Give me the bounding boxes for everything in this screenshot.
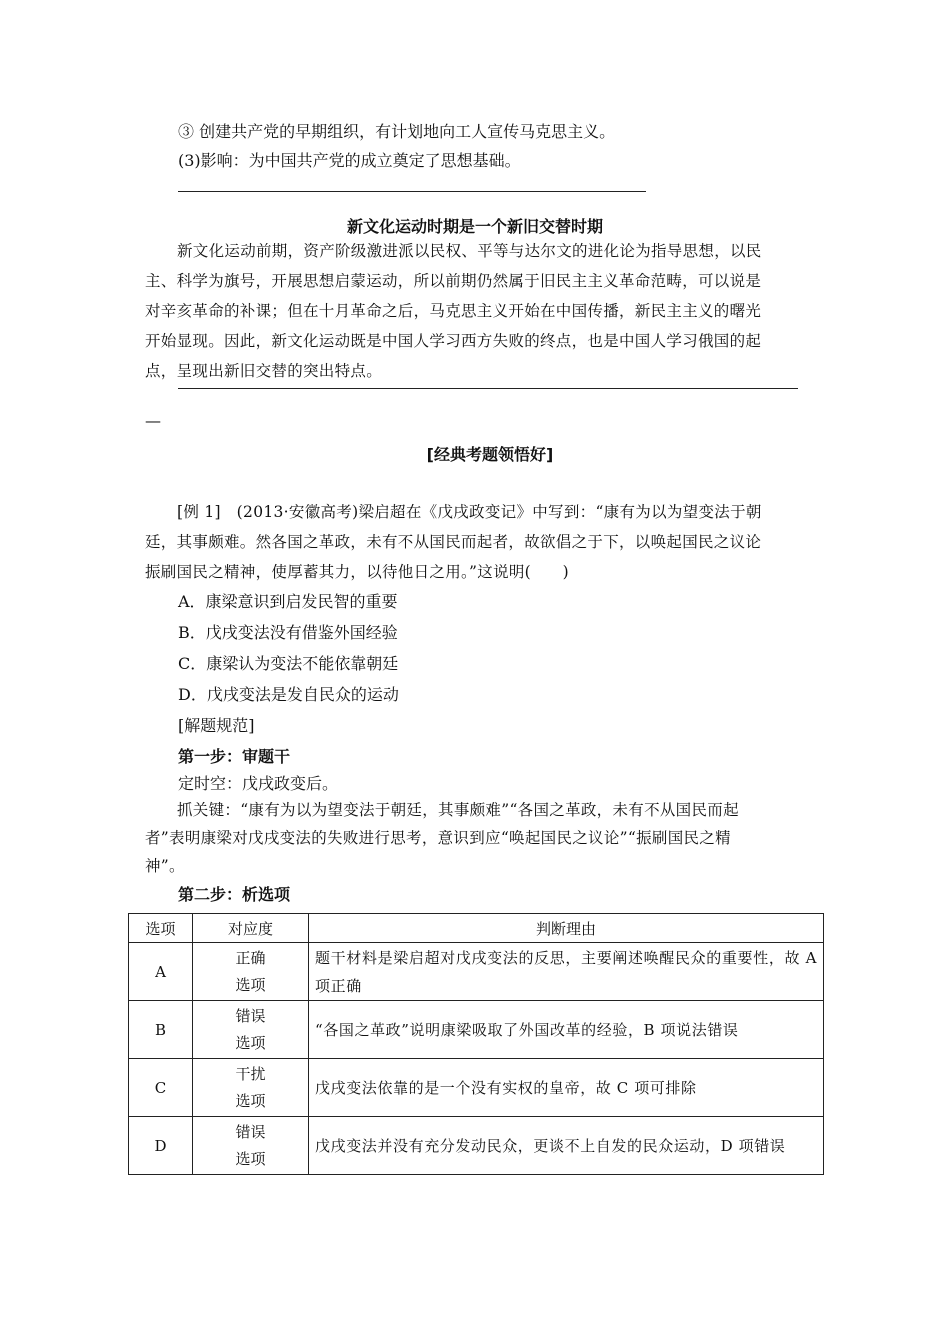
box-line-5: 点，呈现出新旧交替的突出特点。 xyxy=(145,362,383,380)
box-line-4: 开始显现。因此，新文化运动既是中国人学习西方失败的终点，也是中国人学习俄国的起 xyxy=(145,332,762,350)
box-paragraph xyxy=(145,236,805,386)
option-d: D．戊戌变法是发自民众的运动 xyxy=(178,685,399,704)
effect-text: (3)影响：为中国共产党的成立奠定了思想基础。 xyxy=(178,151,521,170)
degree-line-1: 正确 xyxy=(235,948,266,967)
table-row xyxy=(129,1117,824,1175)
degree-line-1: 错误 xyxy=(235,1122,266,1141)
row-degree xyxy=(193,943,309,1001)
section-title: [经典考题领悟好] xyxy=(426,445,554,464)
step-1-heading: 第一步：审题干 xyxy=(178,747,291,766)
key-line-2: 者”表明康梁对戊戌变法的失败进行思考，意识到应“唤起国民之议论”“振刷国民之精 xyxy=(145,829,731,847)
header-degree: 对应度 xyxy=(193,914,309,943)
key-line-1: 抓关键：“康有为以为望变法于朝廷，其事颇难”“各国之革政，未有不从国民而起 xyxy=(177,801,739,819)
row-option: B xyxy=(129,1001,193,1059)
example-line-1: [例 1] (2013·安徽高考)梁启超在《戊戌政变记》中写到：“康有为以为望变法于朝 xyxy=(177,503,762,521)
degree-line-2: 选项 xyxy=(235,1149,266,1168)
table-row xyxy=(129,943,824,1001)
degree-line-1: 干扰 xyxy=(235,1064,266,1083)
row-option: D xyxy=(129,1117,193,1175)
example-line-2: 廷，其事颇难。然各国之革政，未有不从国民而起者，故欲倡之于下，以唤起国民之议论 xyxy=(145,533,762,551)
box-tail-dash: — xyxy=(145,411,161,430)
table-header-row xyxy=(129,914,824,943)
row-reason: 题干材料是梁启超对戊戌变法的反思，主要阐述唤醒民众的重要性，故 A 项正确 xyxy=(309,943,824,1001)
item-3-text: ③ 创建共产党的早期组织，有计划地向工人宣传马克思主义。 xyxy=(178,122,616,141)
degree-line-2: 选项 xyxy=(235,1091,266,1110)
step-2-heading: 第二步：析选项 xyxy=(178,885,291,904)
header-option: 选项 xyxy=(129,914,193,943)
time-space-text: 定时空：戊戌政变后。 xyxy=(178,774,339,793)
analysis-table xyxy=(128,913,824,1175)
option-c: C．康梁认为变法不能依靠朝廷 xyxy=(178,654,399,673)
option-a: A．康梁意识到启发民智的重要 xyxy=(178,592,398,611)
degree-line-2: 选项 xyxy=(235,1033,266,1052)
box-line-2: 主、科学为旗号，开展思想启蒙运动，所以前期仍然属于旧民主主义革命范畴，可以说是 xyxy=(145,272,762,290)
row-reason: 戊戌变法并没有充分发动民众，更谈不上自发的民众运动，D 项错误 xyxy=(309,1117,824,1175)
degree-line-1: 错误 xyxy=(235,1006,266,1025)
box-line-1: 新文化运动前期，资产阶级激进派以民权、平等与达尔文的进化论为指导思想，以民 xyxy=(177,242,762,260)
row-degree xyxy=(193,1117,309,1175)
header-reason: 判断理由 xyxy=(309,914,824,943)
key-line-3: 神”。 xyxy=(145,857,185,875)
top-divider xyxy=(178,191,646,192)
row-degree xyxy=(193,1001,309,1059)
table-row xyxy=(129,1001,824,1059)
example-question xyxy=(145,497,805,587)
row-option: C xyxy=(129,1059,193,1117)
row-reason: 戊戌变法依靠的是一个没有实权的皇帝，故 C 项可排除 xyxy=(309,1059,824,1117)
key-paragraph xyxy=(145,796,805,880)
box-line-3: 对辛亥革命的补课；但在十月革命之后，马克思主义开始在中国传播，新民主主义的曙光 xyxy=(145,302,762,320)
table-row xyxy=(129,1059,824,1117)
row-degree xyxy=(193,1059,309,1117)
row-option: A xyxy=(129,943,193,1001)
degree-line-2: 选项 xyxy=(235,975,266,994)
row-reason: “各国之革政”说明康梁吸取了外国改革的经验，B 项说法错误 xyxy=(309,1001,824,1059)
option-b: B．戊戌变法没有借鉴外国经验 xyxy=(178,623,398,642)
box-divider xyxy=(178,388,798,389)
example-line-3: 振刷国民之精神，使厚蓄其力，以待他日之用。”这说明( ) xyxy=(145,563,569,581)
solution-heading: [解题规范] xyxy=(178,716,255,735)
box-title: 新文化运动时期是一个新旧交替时期 xyxy=(346,217,603,236)
